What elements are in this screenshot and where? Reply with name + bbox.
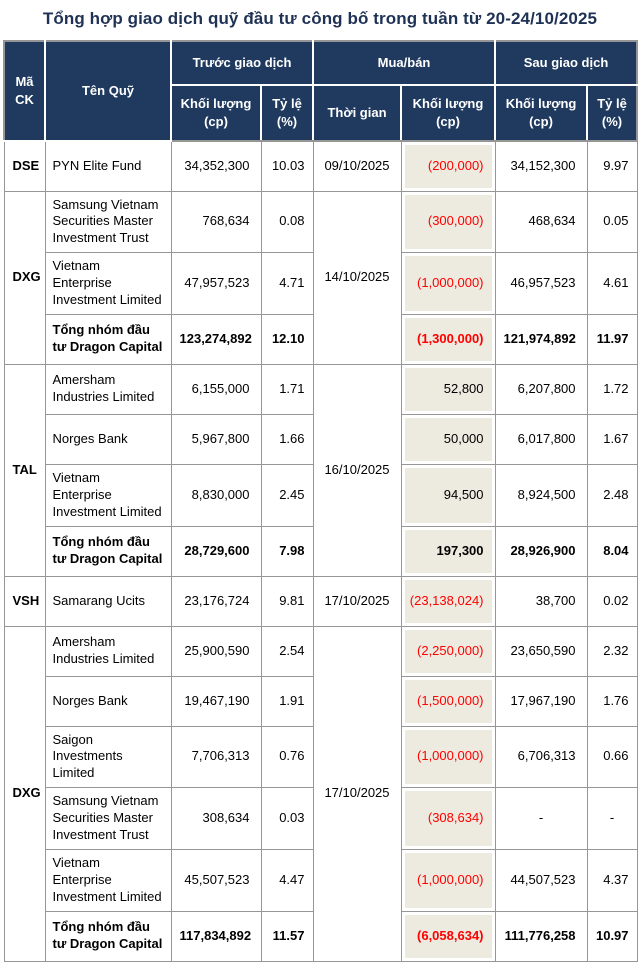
fund-name-cell: Vietnam Enterprise Investment Limited — [45, 464, 171, 526]
before-ratio-cell: 4.47 — [261, 849, 313, 911]
ticker-code-cell: VSH — [4, 576, 45, 626]
trade-volume-cell: (200,000) — [401, 141, 495, 191]
after-ratio-cell: 0.02 — [587, 576, 637, 626]
after-volume-cell: - — [495, 788, 587, 850]
header-trade-volume: Khối lượng (cp) — [401, 85, 495, 141]
trade-volume-cell: (1,300,000) — [401, 314, 495, 364]
before-ratio-cell: 0.03 — [261, 788, 313, 850]
fund-name-cell: Samarang Ucits — [45, 576, 171, 626]
before-volume-cell: 308,634 — [171, 788, 261, 850]
ticker-code-cell: DXG — [4, 191, 45, 364]
table-row — [4, 364, 637, 414]
trade-volume-cell: 197,300 — [401, 526, 495, 576]
before-volume-cell: 34,352,300 — [171, 141, 261, 191]
after-volume-cell: 121,974,892 — [495, 314, 587, 364]
trade-date-cell: 16/10/2025 — [313, 364, 401, 576]
header-after-volume: Khối lượng (cp) — [495, 85, 587, 141]
fund-name-cell: Amersham Industries Limited — [45, 626, 171, 676]
ticker-code-cell: DSE — [4, 141, 45, 191]
fund-transactions-table — [3, 40, 638, 962]
page-title: Tổng hợp giao dịch quỹ đầu tư công bố trong tuần từ 20-24/10/2025 — [42, 9, 598, 28]
before-volume-cell: 123,274,892 — [171, 314, 261, 364]
after-ratio-cell: 0.66 — [587, 726, 637, 788]
after-volume-cell: 6,017,800 — [495, 414, 587, 464]
after-ratio-cell: 1.72 — [587, 364, 637, 414]
after-volume-cell: 46,957,523 — [495, 253, 587, 315]
header-group-after-trade: Sau giao dịch — [495, 41, 637, 85]
trade-date-cell: 17/10/2025 — [313, 576, 401, 626]
after-ratio-cell: - — [587, 788, 637, 850]
trade-volume-cell: (6,058,634) — [401, 911, 495, 961]
table-row — [4, 141, 637, 191]
after-volume-cell: 111,776,258 — [495, 911, 587, 961]
ticker-code-cell: TAL — [4, 364, 45, 576]
after-volume-cell: 28,926,900 — [495, 526, 587, 576]
before-ratio-cell: 1.91 — [261, 676, 313, 726]
header-group-row — [4, 41, 637, 85]
trade-volume-cell: 94,500 — [401, 464, 495, 526]
table-row — [4, 626, 637, 676]
table-row — [4, 191, 637, 253]
after-ratio-cell: 0.05 — [587, 191, 637, 253]
after-volume-cell: 6,706,313 — [495, 726, 587, 788]
before-volume-cell: 7,706,313 — [171, 726, 261, 788]
before-ratio-cell: 4.71 — [261, 253, 313, 315]
before-volume-cell: 8,830,000 — [171, 464, 261, 526]
table-row — [4, 576, 637, 626]
fund-name-cell: Samsung Vietnam Securities Master Investment Trust — [45, 788, 171, 850]
fund-name-cell: Vietnam Enterprise Investment Limited — [45, 253, 171, 315]
trade-volume-cell: (1,000,000) — [401, 726, 495, 788]
trade-date-cell: 14/10/2025 — [313, 191, 401, 364]
fund-name-cell: Amersham Industries Limited — [45, 364, 171, 414]
trade-date-cell: 17/10/2025 — [313, 626, 401, 961]
table-body — [4, 141, 637, 961]
after-ratio-cell: 1.76 — [587, 676, 637, 726]
header-group-buy-sell: Mua/bán — [313, 41, 495, 85]
before-ratio-cell: 2.45 — [261, 464, 313, 526]
fund-name-cell: Tổng nhóm đầu tư Dragon Capital — [45, 526, 171, 576]
header-group-before-trade: Trước giao dịch — [171, 41, 313, 85]
before-volume-cell: 5,967,800 — [171, 414, 261, 464]
fund-name-cell: Norges Bank — [45, 676, 171, 726]
before-ratio-cell: 1.71 — [261, 364, 313, 414]
before-volume-cell: 768,634 — [171, 191, 261, 253]
header-trade-date: Thời gian — [313, 85, 401, 141]
after-ratio-cell: 11.97 — [587, 314, 637, 364]
before-ratio-cell: 7.98 — [261, 526, 313, 576]
table-header — [4, 41, 637, 141]
after-ratio-cell: 4.37 — [587, 849, 637, 911]
after-volume-cell: 23,650,590 — [495, 626, 587, 676]
fund-name-cell: PYN Elite Fund — [45, 141, 171, 191]
after-ratio-cell: 9.97 — [587, 141, 637, 191]
fund-name-cell: Saigon Investments Limited — [45, 726, 171, 788]
header-before-ratio: Tỷ lệ (%) — [261, 85, 313, 141]
before-ratio-cell: 10.03 — [261, 141, 313, 191]
header-ticker-code: Mã CK — [4, 41, 45, 141]
before-ratio-cell: 0.08 — [261, 191, 313, 253]
after-ratio-cell: 8.04 — [587, 526, 637, 576]
before-ratio-cell: 0.76 — [261, 726, 313, 788]
after-volume-cell: 34,152,300 — [495, 141, 587, 191]
trade-volume-cell: (1,500,000) — [401, 676, 495, 726]
after-volume-cell: 38,700 — [495, 576, 587, 626]
trade-date-cell: 09/10/2025 — [313, 141, 401, 191]
fund-name-cell: Samsung Vietnam Securities Master Investment Trust — [45, 191, 171, 253]
trade-volume-cell: (1,000,000) — [401, 849, 495, 911]
trade-volume-cell: (23,138,024) — [401, 576, 495, 626]
before-volume-cell: 23,176,724 — [171, 576, 261, 626]
after-ratio-cell: 2.48 — [587, 464, 637, 526]
after-ratio-cell: 4.61 — [587, 253, 637, 315]
before-ratio-cell: 9.81 — [261, 576, 313, 626]
before-ratio-cell: 2.54 — [261, 626, 313, 676]
header-after-ratio: Tỷ lệ (%) — [587, 85, 637, 141]
after-volume-cell: 6,207,800 — [495, 364, 587, 414]
after-ratio-cell: 1.67 — [587, 414, 637, 464]
before-volume-cell: 28,729,600 — [171, 526, 261, 576]
fund-name-cell: Norges Bank — [45, 414, 171, 464]
before-ratio-cell: 1.66 — [261, 414, 313, 464]
fund-name-cell: Vietnam Enterprise Investment Limited — [45, 849, 171, 911]
after-volume-cell: 468,634 — [495, 191, 587, 253]
header-fund-name: Tên Quỹ — [45, 41, 171, 141]
trade-volume-cell: (1,000,000) — [401, 253, 495, 315]
before-volume-cell: 6,155,000 — [171, 364, 261, 414]
before-volume-cell: 45,507,523 — [171, 849, 261, 911]
before-ratio-cell: 11.57 — [261, 911, 313, 961]
before-volume-cell: 19,467,190 — [171, 676, 261, 726]
trade-volume-cell: (300,000) — [401, 191, 495, 253]
after-ratio-cell: 10.97 — [587, 911, 637, 961]
trade-volume-cell: (308,634) — [401, 788, 495, 850]
before-ratio-cell: 12.10 — [261, 314, 313, 364]
trade-volume-cell: 50,000 — [401, 414, 495, 464]
after-volume-cell: 17,967,190 — [495, 676, 587, 726]
trade-volume-cell: 52,800 — [401, 364, 495, 414]
after-ratio-cell: 2.32 — [587, 626, 637, 676]
after-volume-cell: 8,924,500 — [495, 464, 587, 526]
ticker-code-cell: DXG — [4, 626, 45, 961]
before-volume-cell: 117,834,892 — [171, 911, 261, 961]
header-before-volume: Khối lượng (cp) — [171, 85, 261, 141]
after-volume-cell: 44,507,523 — [495, 849, 587, 911]
before-volume-cell: 25,900,590 — [171, 626, 261, 676]
before-volume-cell: 47,957,523 — [171, 253, 261, 315]
trade-volume-cell: (2,250,000) — [401, 626, 495, 676]
fund-name-cell: Tổng nhóm đầu tư Dragon Capital — [45, 911, 171, 961]
fund-name-cell: Tổng nhóm đầu tư Dragon Capital — [45, 314, 171, 364]
